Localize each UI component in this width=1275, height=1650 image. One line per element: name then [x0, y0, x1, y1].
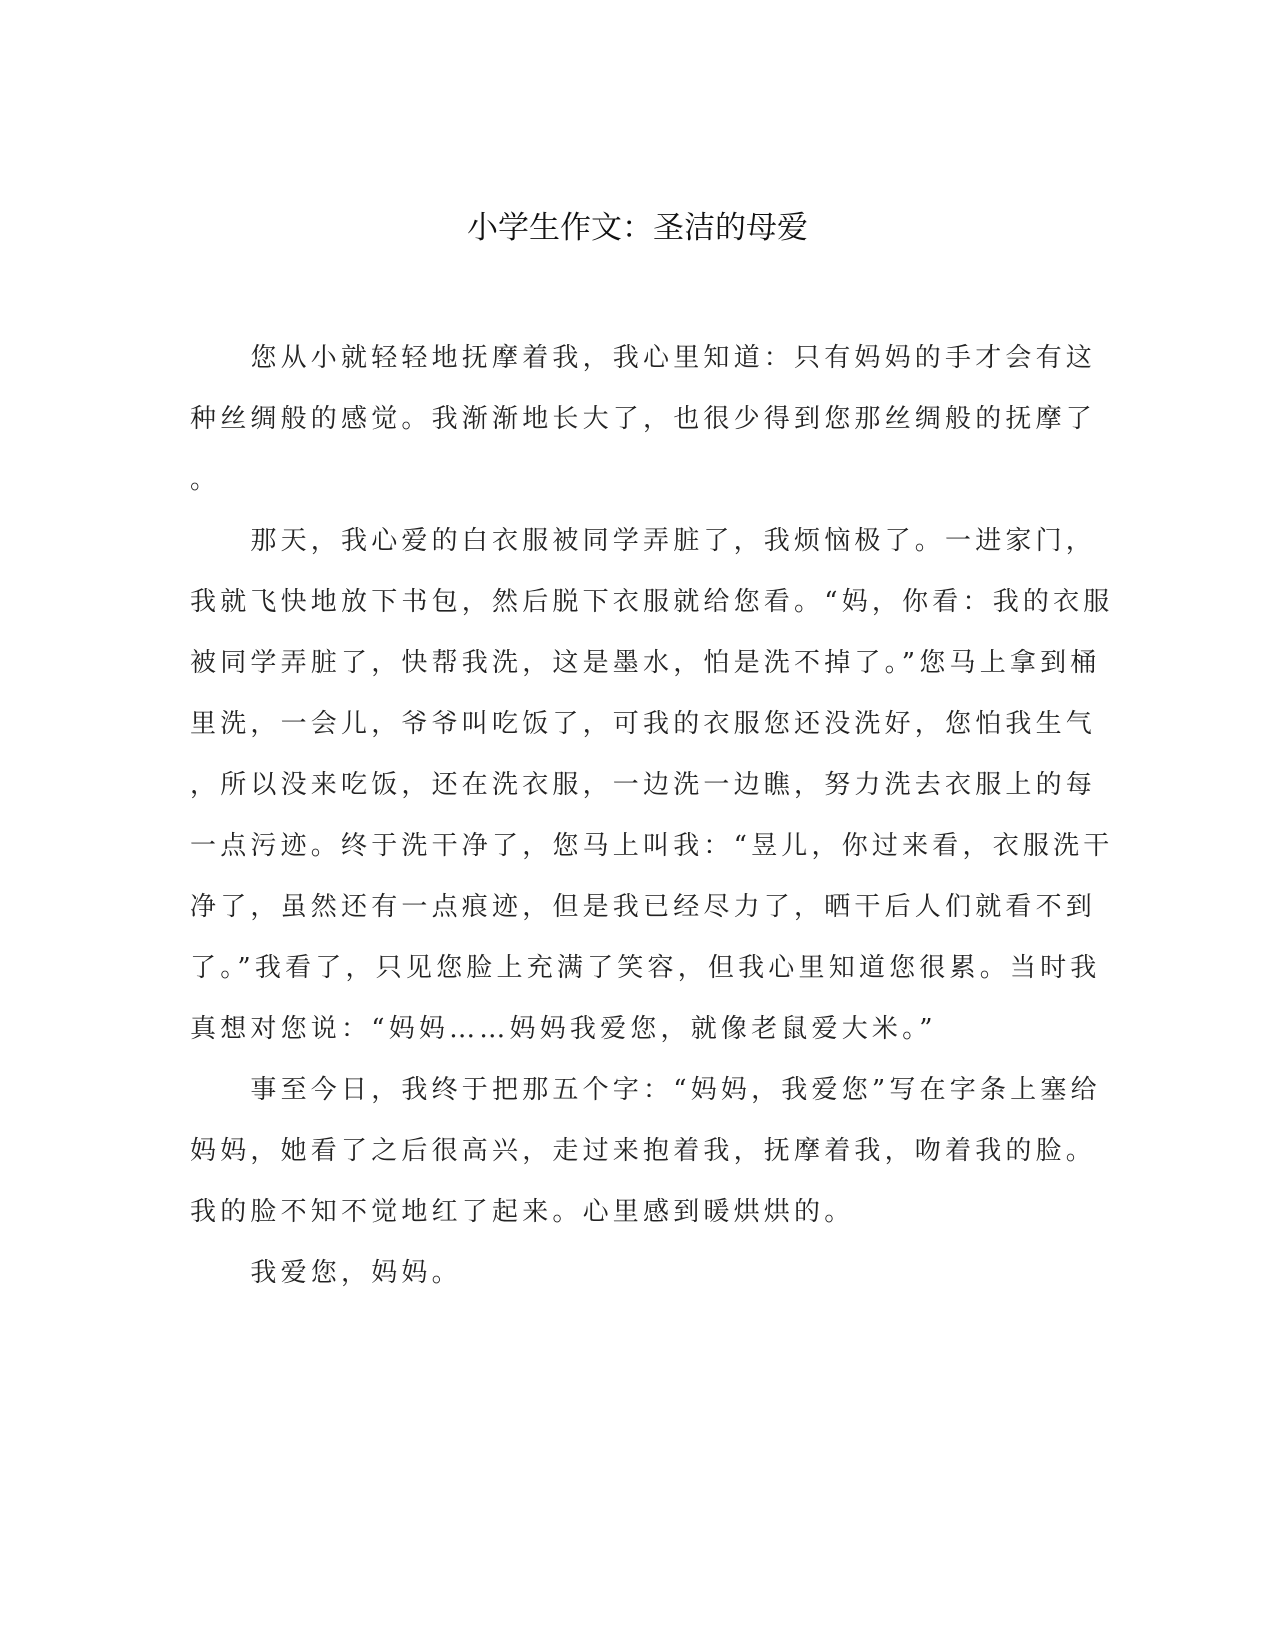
text-line: 事至今日，我终于把那五个字：“妈妈，我爱您”写在字条上塞给 — [190, 1075, 1101, 1105]
text-line: ，所以没来吃饭，还在洗衣服，一边洗一边瞧，努力洗去衣服上的每 — [190, 770, 1097, 800]
text-line: 了。”我看了，只见您脸上充满了笑容，但我心里知道您很累。当时我 — [190, 953, 1101, 983]
text-line: 您从小就轻轻地抚摩着我，我心里知道：只有妈妈的手才会有这 — [190, 343, 1097, 373]
text-line: 我就飞快地放下书包，然后脱下衣服就给您看。“妈，你看：我的衣服 — [190, 587, 1114, 617]
text-line: 妈妈，她看了之后很高兴，走过来抱着我，抚摩着我，吻着我的脸。 — [190, 1136, 1097, 1166]
text-line: 被同学弄脏了，快帮我洗，这是墨水，怕是洗不掉了。”您马上拿到桶 — [190, 648, 1101, 678]
text-line: 一点污迹。终于洗干净了，您马上叫我：“昱儿，你过来看，衣服洗干 — [190, 831, 1114, 861]
page-title: 小学生作文：圣洁的母爱 — [467, 210, 808, 246]
text-line: 种丝绸般的感觉。我渐渐地长大了，也很少得到您那丝绸般的抚摩了 — [190, 404, 1097, 434]
essay-body — [190, 328, 1114, 1304]
text-line: 我的脸不知不觉地红了起来。心里感到暖烘烘的。 — [190, 1197, 855, 1227]
text-line: 那天，我心爱的白衣服被同学弄脏了，我烦恼极了。一进家门， — [190, 526, 1097, 556]
text-line: 真想对您说：“妈妈……妈妈我爱您，就像老鼠爱大米。” — [190, 1014, 937, 1044]
text-line: 。 — [190, 465, 221, 495]
text-line: 我爱您，妈妈。 — [190, 1258, 462, 1288]
text-line: 净了，虽然还有一点痕迹，但是我已经尽力了，晒干后人们就看不到 — [190, 892, 1097, 922]
text-line: 里洗，一会儿，爷爷叫吃饭了，可我的衣服您还没洗好，您怕我生气 — [190, 709, 1097, 739]
